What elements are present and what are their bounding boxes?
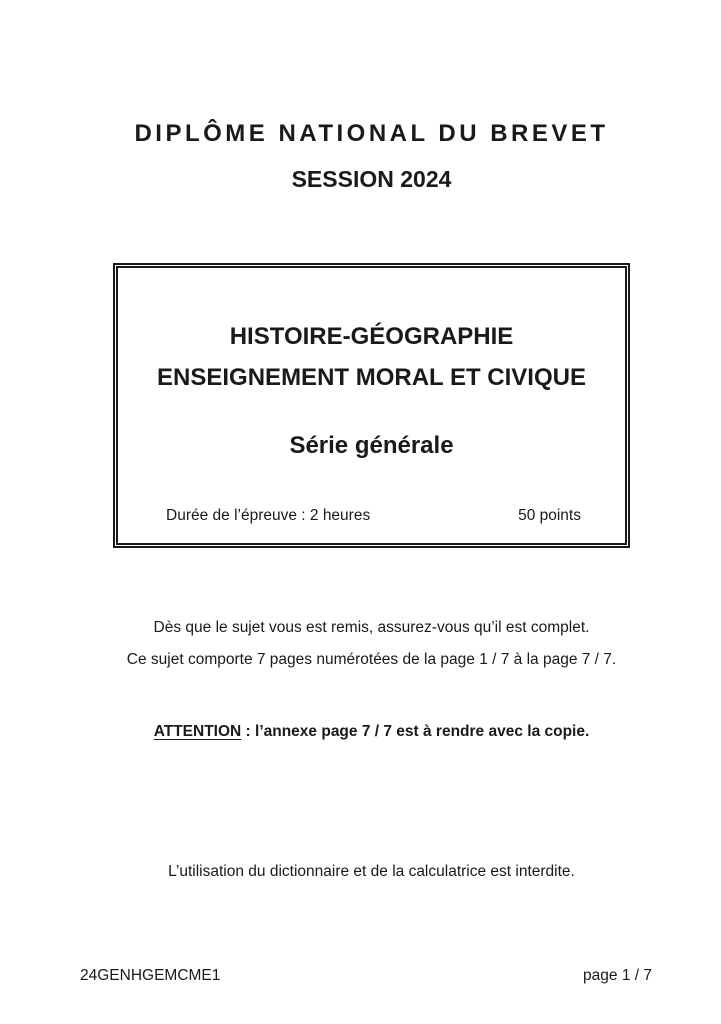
duration-label: Durée de l’épreuve : 2 heures [166,507,371,524]
serie-label: Série générale [289,432,454,459]
exam-meta-row [166,506,581,525]
footer-page-number: page 1 / 7 [583,967,652,984]
attention-label: ATTENTION [153,723,242,740]
subject-line-emc: ENSEIGNEMENT MORAL ET CIVIQUE [157,364,586,391]
dictionary-rule: L’utilisation du dictionnaire et de la calculatrice est interdite. [168,863,575,880]
attention-text: : l’annexe page 7 / 7 est à rendre avec la copie. [241,723,590,740]
points-label: 50 points [518,507,581,524]
instruction-page-count: Ce sujet comporte 7 pages numérotées de la page 1 / 7 à la page 7 / 7. [126,651,617,668]
instruction-completeness: Dès que le sujet vous est remis, assurez-vous qu’il est complet. [153,619,590,636]
subject-line-histoire-geographie: HISTOIRE-GÉOGRAPHIE [229,323,514,350]
subject-box [113,263,630,548]
document-title: DIPLÔME NATIONAL DU BREVET [134,120,609,147]
session-subtitle: SESSION 2024 [291,166,452,192]
footer-subject-code: 24GENHGEMCME1 [80,967,221,984]
attention-notice [22,722,721,742]
